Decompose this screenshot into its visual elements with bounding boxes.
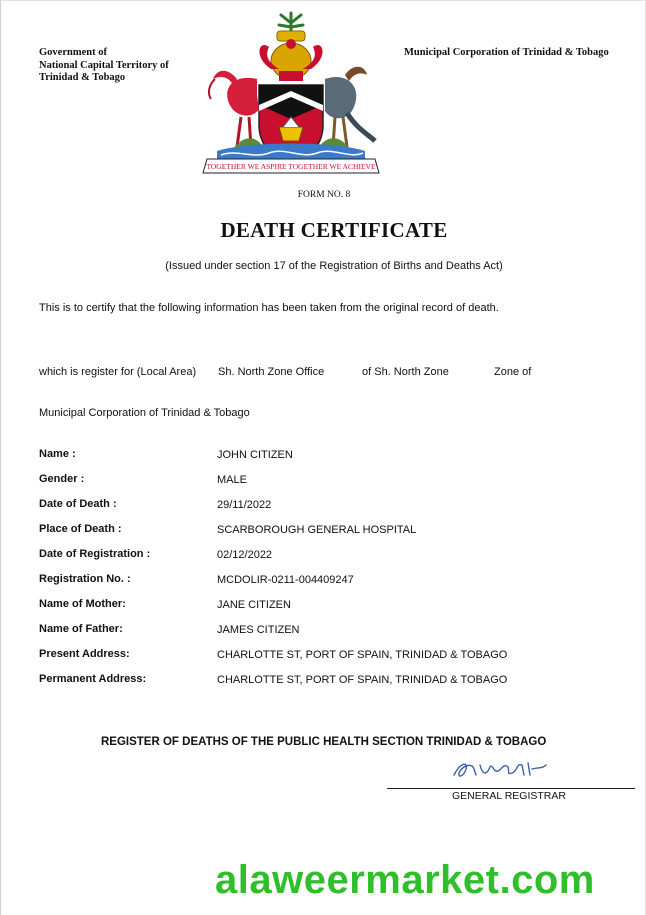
field-value-date-of-death: 29/11/2022 <box>217 499 272 511</box>
field-value-present-address: CHARLOTTE ST, PORT OF SPAIN, TRINIDAD & TOBAGO <box>217 649 508 661</box>
field-value-father: JAMES CITIZEN <box>217 624 300 636</box>
local-area-zone-of: Zone of <box>494 366 532 378</box>
field-value-permanent-address: CHARLOTTE ST, PORT OF SPAIN, TRINIDAD & TOBAGO <box>217 674 508 686</box>
header-government-line-2: National Capital Territory of <box>39 59 169 71</box>
local-area-label: which is register for (Local Area) <box>39 366 197 378</box>
field-label-name: Name : <box>39 448 76 460</box>
watermark: alaweermarket.com <box>215 858 595 902</box>
header-government-line-1: Government of <box>39 47 107 58</box>
field-label-present-address: Present Address: <box>39 648 130 660</box>
form-number: FORM NO. 8 <box>297 190 351 200</box>
register-statement: REGISTER OF DEATHS OF THE PUBLIC HEALTH SECTION TRINIDAD & TOBAGO <box>101 736 547 748</box>
header-municipal: Municipal Corporation of Trinidad & Tobago <box>404 47 609 58</box>
header-government-line-3: Trinidad & Tobago <box>39 72 126 83</box>
field-label-mother: Name of Mother: <box>39 598 126 610</box>
coat-of-arms-icon <box>197 9 385 177</box>
field-value-mother: JANE CITIZEN <box>217 599 291 611</box>
field-label-permanent-address: Permanent Address: <box>39 673 147 685</box>
field-label-place-of-death: Place of Death : <box>39 523 122 535</box>
crest-motto: TOGETHER WE ASPIRE TOGETHER WE ACHIEVE <box>206 162 376 171</box>
field-label-father: Name of Father: <box>39 623 123 635</box>
local-area-office: Sh. North Zone Office <box>218 366 325 378</box>
signature-line <box>387 788 635 789</box>
field-label-date-of-death: Date of Death : <box>39 498 117 510</box>
field-value-gender: MALE <box>217 474 247 486</box>
certificate-title: DEATH CERTIFICATE <box>220 218 448 242</box>
certify-statement: This is to certify that the following information has been taken from the original record of death. <box>39 302 499 314</box>
header-government <box>39 47 169 85</box>
field-value-place-of-death: SCARBOROUGH GENERAL HOSPITAL <box>217 524 417 536</box>
signature-icon <box>446 757 556 783</box>
local-area-zone: of Sh. North Zone <box>362 366 449 378</box>
field-value-name: JOHN CITIZEN <box>217 449 293 461</box>
field-label-date-of-registration: Date of Registration : <box>39 548 151 560</box>
certificate-subtitle: (Issued under section 17 of the Registration of Births and Deaths Act) <box>165 260 503 272</box>
field-value-date-of-registration: 02/12/2022 <box>217 549 273 561</box>
municipality-line: Municipal Corporation of Trinidad & Tobago <box>39 407 250 419</box>
field-label-registration-no: Registration No. : <box>39 573 131 585</box>
field-label-gender: Gender : <box>39 473 85 485</box>
registrar-title: GENERAL REGISTRAR <box>452 790 566 802</box>
field-value-registration-no: MCDOLIR-0211-004409247 <box>217 574 354 586</box>
